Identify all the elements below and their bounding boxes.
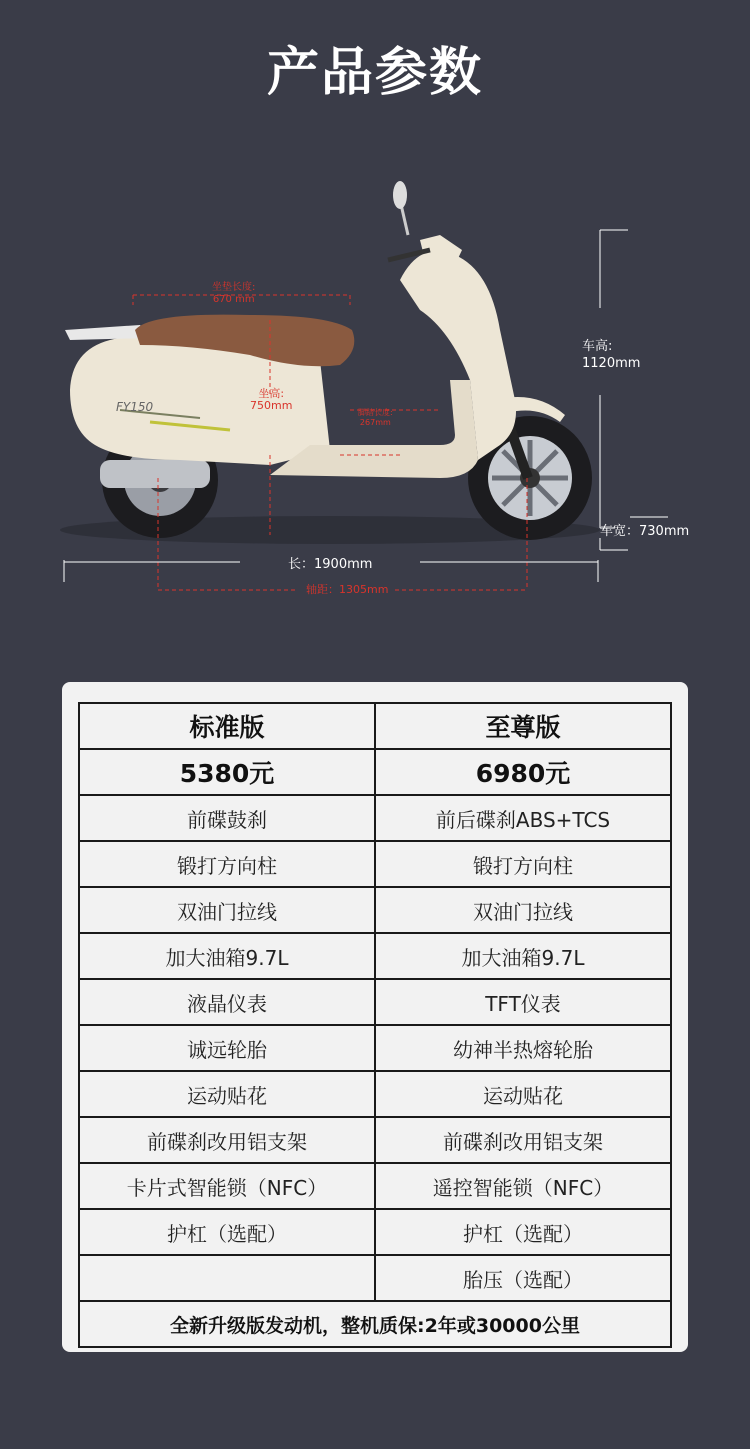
table-cell: 卡片式智能锁（NFC） bbox=[79, 1163, 375, 1209]
spec-comparison-table bbox=[78, 702, 672, 1348]
table-cell: 双油门拉线 bbox=[79, 887, 375, 933]
table-cell: 前后碟刹ABS+TCS bbox=[375, 795, 671, 841]
seat-length-label bbox=[212, 282, 255, 306]
table-price-row bbox=[79, 749, 671, 795]
price-standard: 5380元 bbox=[79, 749, 375, 795]
table-cell: 运动贴花 bbox=[79, 1071, 375, 1117]
floor-length-caption: 脚踏长度: bbox=[358, 408, 393, 417]
table-cell: 护杠（选配） bbox=[375, 1209, 671, 1255]
table-row bbox=[79, 1255, 671, 1301]
floor-length-value: 267mm bbox=[359, 418, 391, 427]
floor-length-label bbox=[358, 408, 393, 428]
table-row bbox=[79, 979, 671, 1025]
table-cell: 加大油箱9.7L bbox=[375, 933, 671, 979]
table-cell: 锻打方向柱 bbox=[375, 841, 671, 887]
table-cell: 前碟鼓刹 bbox=[79, 795, 375, 841]
table-cell: 液晶仪表 bbox=[79, 979, 375, 1025]
vehicle-height-caption: 车高: bbox=[582, 339, 613, 354]
table-cell: 加大油箱9.7L bbox=[79, 933, 375, 979]
header-premium: 至尊版 bbox=[375, 703, 671, 749]
table-cell: 前碟刹改用铝支架 bbox=[375, 1117, 671, 1163]
table-cell: TFT仪表 bbox=[375, 979, 671, 1025]
table-cell: 幼神半热熔轮胎 bbox=[375, 1025, 671, 1071]
table-row bbox=[79, 795, 671, 841]
page-title: 产品参数 bbox=[266, 43, 483, 103]
vehicle-height-value: 1120mm bbox=[582, 356, 641, 371]
table-row bbox=[79, 1117, 671, 1163]
spec-table-card bbox=[62, 682, 688, 1352]
table-cell: 遥控智能锁（NFC） bbox=[375, 1163, 671, 1209]
scooter-illustration bbox=[0, 160, 750, 630]
table-row bbox=[79, 933, 671, 979]
table-footer-row bbox=[79, 1301, 671, 1347]
seat-height-label bbox=[250, 388, 292, 412]
seat-length-value: 670 mm bbox=[212, 294, 255, 305]
seat-height-caption: 坐高: bbox=[258, 387, 285, 400]
table-row bbox=[79, 1209, 671, 1255]
table-cell: 护杠（选配） bbox=[79, 1209, 375, 1255]
warranty-footer: 全新升级版发动机，整机质保:2年或30000公里 bbox=[79, 1301, 671, 1347]
vehicle-width-label: 车宽：730mm bbox=[600, 524, 690, 539]
vehicle-length-label: 长：1900mm bbox=[288, 557, 373, 572]
vehicle-height-label bbox=[582, 338, 640, 372]
table-cell: 前碟刹改用铝支架 bbox=[79, 1117, 375, 1163]
table-cell: 诚远轮胎 bbox=[79, 1025, 375, 1071]
model-badge: FY150 bbox=[116, 400, 154, 414]
table-row bbox=[79, 1025, 671, 1071]
table-cell: 运动贴花 bbox=[375, 1071, 671, 1117]
wheelbase-label: 轴距：1305mm bbox=[306, 583, 389, 596]
table-row bbox=[79, 887, 671, 933]
header-standard: 标准版 bbox=[79, 703, 375, 749]
table-header-row bbox=[79, 703, 671, 749]
table-cell: 胎压（选配） bbox=[375, 1255, 671, 1301]
price-premium: 6980元 bbox=[375, 749, 671, 795]
seat-height-value: 750mm bbox=[250, 399, 293, 412]
table-cell: 锻打方向柱 bbox=[79, 841, 375, 887]
seat-length-caption: 坐垫长度: bbox=[212, 282, 256, 293]
scooter-dimension-diagram bbox=[0, 160, 750, 630]
table-row bbox=[79, 1071, 671, 1117]
table-cell: 双油门拉线 bbox=[375, 887, 671, 933]
table-cell bbox=[79, 1255, 375, 1301]
table-row bbox=[79, 1163, 671, 1209]
table-row bbox=[79, 841, 671, 887]
